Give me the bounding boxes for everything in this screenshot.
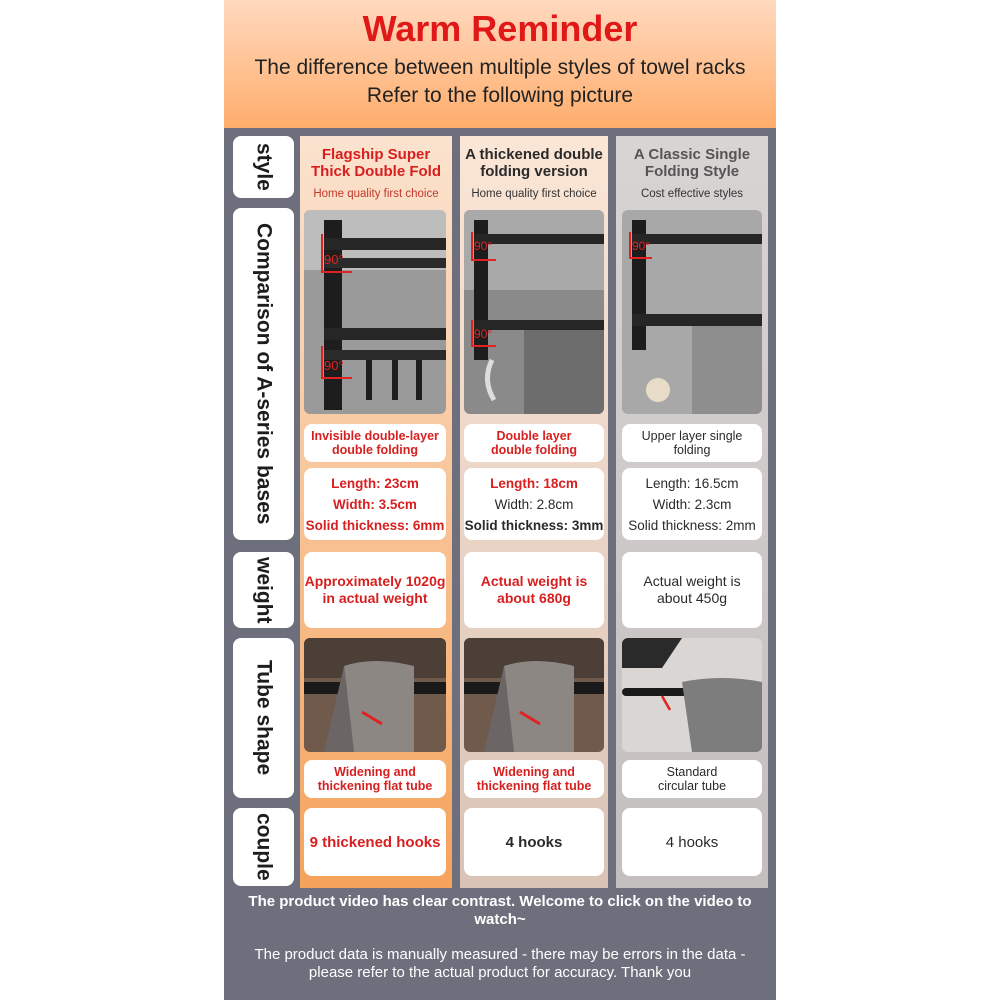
thickened-folding: Double layer double folding <box>464 424 604 462</box>
data-disclaimer: The product data is manually measured - there may be errors in the data - please refer to the actual product for accuracy. Thank you <box>254 946 746 981</box>
classic-tube-photo <box>622 638 762 752</box>
row-label-bases: Comparison of A-series bases <box>233 208 294 540</box>
flagship-tagline: Home quality first choice <box>313 188 439 200</box>
classic-specs: Length: 16.5cm Width: 2.3cm Solid thickness: 2mm <box>622 468 762 540</box>
row-label-style: style <box>233 136 294 198</box>
classic-angle-top: 90° <box>632 239 651 253</box>
classic-base-photo <box>622 210 762 414</box>
flagship-angle-top: 90° <box>324 252 344 267</box>
header-banner <box>224 0 776 128</box>
classic-weight: Actual weight is about 450g <box>622 552 762 628</box>
flagship-weight: Approximately 1020g in actual weight <box>304 552 446 628</box>
flagship-tube-photo <box>304 638 446 752</box>
thickened-tagline: Home quality first choice <box>471 188 597 200</box>
thickened-angle-bottom: 90° <box>474 327 493 341</box>
row-label-hooks: couple <box>233 808 294 886</box>
thickened-weight: Actual weight is about 680g <box>464 552 604 628</box>
classic-hooks: 4 hooks <box>622 808 762 876</box>
classic-folding: Upper layer single folding <box>622 424 762 462</box>
flagship-angle-bottom: 90° <box>324 358 344 373</box>
flagship-specs: Length: 23cm Width: 3.5cm Solid thickness: 6mm <box>304 468 446 540</box>
row-label-tube: Tube shape <box>233 638 294 798</box>
flagship-name: Flagship Super Thick Double Fold <box>311 146 441 180</box>
subtitle-line-1: The difference between multiple styles of towel racks <box>254 56 746 79</box>
video-note: The product video has clear contrast. Welcome to click on the video to watch~ <box>248 893 752 928</box>
page-title: Warm Reminder <box>362 8 638 49</box>
classic-name: A Classic Single Folding Style <box>633 146 751 180</box>
thickened-tube: Widening and thickening flat tube <box>464 760 604 798</box>
thickened-specs: Length: 18cm Width: 2.8cm Solid thickness: 3mm <box>464 468 604 540</box>
flagship-base-photo <box>304 210 446 414</box>
subtitle-line-2: Refer to the following picture <box>366 84 634 107</box>
flagship-folding: Invisible double-layer double folding <box>304 424 446 462</box>
flagship-hooks: 9 thickened hooks <box>304 808 446 876</box>
comparison-poster <box>224 0 776 1000</box>
row-label-weight: weight <box>233 552 294 628</box>
classic-tagline: Cost effective styles <box>640 188 744 200</box>
thickened-angle-top: 90° <box>474 239 493 253</box>
thickened-name: A thickened double folding version <box>465 146 603 180</box>
thickened-hooks: 4 hooks <box>464 808 604 876</box>
flagship-tube: Widening and thickening flat tube <box>304 760 446 798</box>
thickened-base-photo <box>464 210 604 414</box>
thickened-tube-photo <box>464 638 604 752</box>
classic-tube: Standard circular tube <box>622 760 762 798</box>
